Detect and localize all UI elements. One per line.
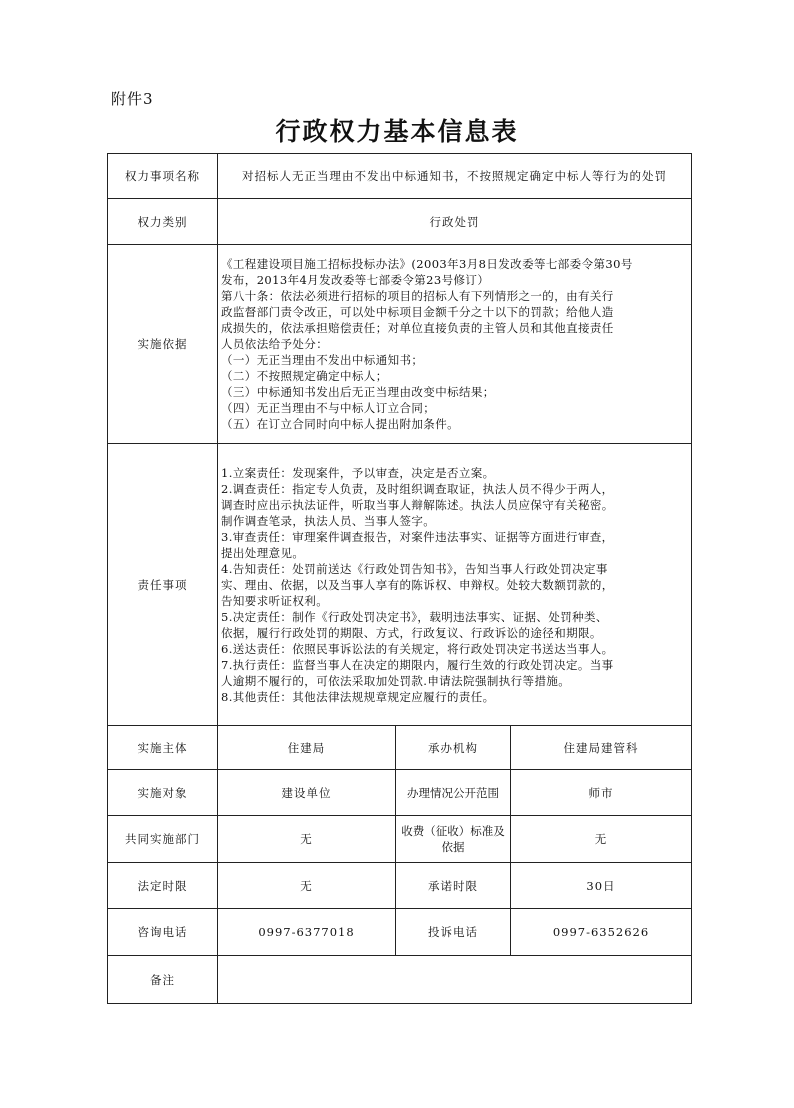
- legal-time-limit-label: 法定时限: [108, 863, 218, 909]
- remarks-label: 备注: [108, 956, 218, 1004]
- category-value: 行政处罚: [218, 199, 692, 245]
- disclosure-scope-label: 办理情况公开范围: [396, 770, 511, 816]
- responsibility-text: [218, 444, 692, 726]
- responsibility-line: 8.其他责任：其他法律法规规章规定应履行的责任。: [221, 689, 495, 704]
- remarks-value: [218, 956, 692, 1004]
- responsibility-line: 依据，履行行政处罚的期限、方式，行政复议、行政诉讼的途径和期限。: [221, 625, 602, 640]
- item-name-value: 对招标人无正当理由不发出中标通知书，不按照规定确定中标人等行为的处罚: [218, 154, 692, 199]
- responsibility-line: 6.送达责任：依照民事诉讼法的有关规定，将行政处罚决定书送达当事人。: [221, 641, 614, 656]
- basis-line: （一）无正当理由不发出中标通知书；: [221, 353, 424, 367]
- target-label: 实施对象: [108, 770, 218, 816]
- responsibility-label: 责任事项: [108, 444, 218, 726]
- responsibility-line: 5.决定责任：制作《行政处罚决定书》，载明违法事实、证据、处罚种类、: [221, 609, 608, 624]
- responsibility-line: 制作调查笔录，执法人员、当事人签字。: [221, 513, 436, 528]
- responsibility-line: 2.调查责任：指定专人负责，及时组织调查取证，执法人员不得少于两人，: [221, 481, 614, 496]
- basis-line: 人员依法给予处分：: [221, 337, 329, 351]
- responsibility-line: 3.审查责任：审理案件调查报告，对案件违法事实、证据等方面进行审查，: [221, 529, 614, 544]
- responsibility-line: 7.执行责任：监督当事人在决定的期限内，履行生效的行政处罚决定。当事: [221, 657, 614, 672]
- complaint-phone-value: 0997-6352626: [511, 909, 692, 956]
- basis-line: （五）在订立合同时向中标人提出附加条件。: [221, 417, 459, 431]
- basis-line: 成损失的，依法承担赔偿责任；对单位直接负责的主管人员和其他直接责任: [221, 321, 614, 335]
- basis-label: 实施依据: [108, 245, 218, 444]
- basis-line: 第八十条：依法必须进行招标的项目的招标人有下列情形之一的，由有关行: [221, 289, 614, 303]
- responsibility-line: 1.立案责任：发现案件，予以审查，决定是否立案。: [221, 465, 495, 480]
- row-category: [108, 199, 692, 245]
- handling-agency-label: 承办机构: [396, 726, 511, 770]
- responsibility-line: 调查时应出示执法证件，听取当事人辩解陈述。执法人员应保守有关秘密。: [221, 497, 614, 512]
- row-item-name: [108, 154, 692, 199]
- fee-standard-label: 收费（征收）标准及依据: [396, 816, 511, 863]
- category-label: 权力类别: [108, 199, 218, 245]
- page-title: 行政权力基本信息表: [275, 117, 519, 146]
- responsibility-line: 告知要求听证权利。: [221, 593, 329, 608]
- row-implementer: [108, 726, 692, 770]
- row-joint-dept: [108, 816, 692, 863]
- attachment-label: 附件3: [111, 90, 154, 108]
- row-phone: [108, 909, 692, 956]
- responsibility-line: 实、理由、依据，以及当事人享有的陈诉权、申辩权。处较大数额罚款的，: [221, 577, 614, 592]
- target-value: 建设单位: [218, 770, 396, 816]
- basis-line: （二）不按照规定确定中标人；: [221, 369, 388, 383]
- responsibility-line: 提出处理意见。: [221, 545, 305, 560]
- info-table: [107, 153, 692, 1004]
- disclosure-scope-value: 师市: [511, 770, 692, 816]
- responsibility-line: 4.告知责任：处罚前送达《行政处罚告知书》，告知当事人行政处罚决定事: [221, 561, 608, 576]
- promised-time-limit-label: 承诺时限: [396, 863, 511, 909]
- promised-time-limit-value: 30日: [511, 863, 692, 909]
- row-target: [108, 770, 692, 816]
- basis-line: 发布，2013年4月发改委等七部委令第23号修订）: [221, 273, 490, 287]
- responsibility-line: 人逾期不履行的，可依法采取加处罚款.申请法院强制执行等措施。: [221, 673, 571, 688]
- row-time-limit: [108, 863, 692, 909]
- fee-standard-value: 无: [511, 816, 692, 863]
- implementer-value: 住建局: [218, 726, 396, 770]
- joint-dept-label: 共同实施部门: [108, 816, 218, 863]
- item-name-label: 权力事项名称: [108, 154, 218, 199]
- basis-line: （四）无正当理由不与中标人订立合同；: [221, 401, 436, 415]
- basis-line: 《工程建设项目施工招标投标办法》(2003年3月8日发改委等七部委令第30号: [221, 257, 633, 271]
- row-remarks: [108, 956, 692, 1004]
- basis-text: [218, 245, 692, 444]
- basis-line: 政监督部门责令改正，可以处中标项目金额千分之十以下的罚款；给他人造: [221, 305, 614, 319]
- complaint-phone-label: 投诉电话: [396, 909, 511, 956]
- handling-agency-value: 住建局建管科: [511, 726, 692, 770]
- consult-phone-label: 咨询电话: [108, 909, 218, 956]
- row-responsibility: [108, 444, 692, 726]
- row-basis: [108, 245, 692, 444]
- implementer-label: 实施主体: [108, 726, 218, 770]
- joint-dept-value: 无: [218, 816, 396, 863]
- basis-line: （三）中标通知书发出后无正当理由改变中标结果；: [221, 385, 495, 399]
- consult-phone-value: 0997-6377018: [218, 909, 396, 956]
- legal-time-limit-value: 无: [218, 863, 396, 909]
